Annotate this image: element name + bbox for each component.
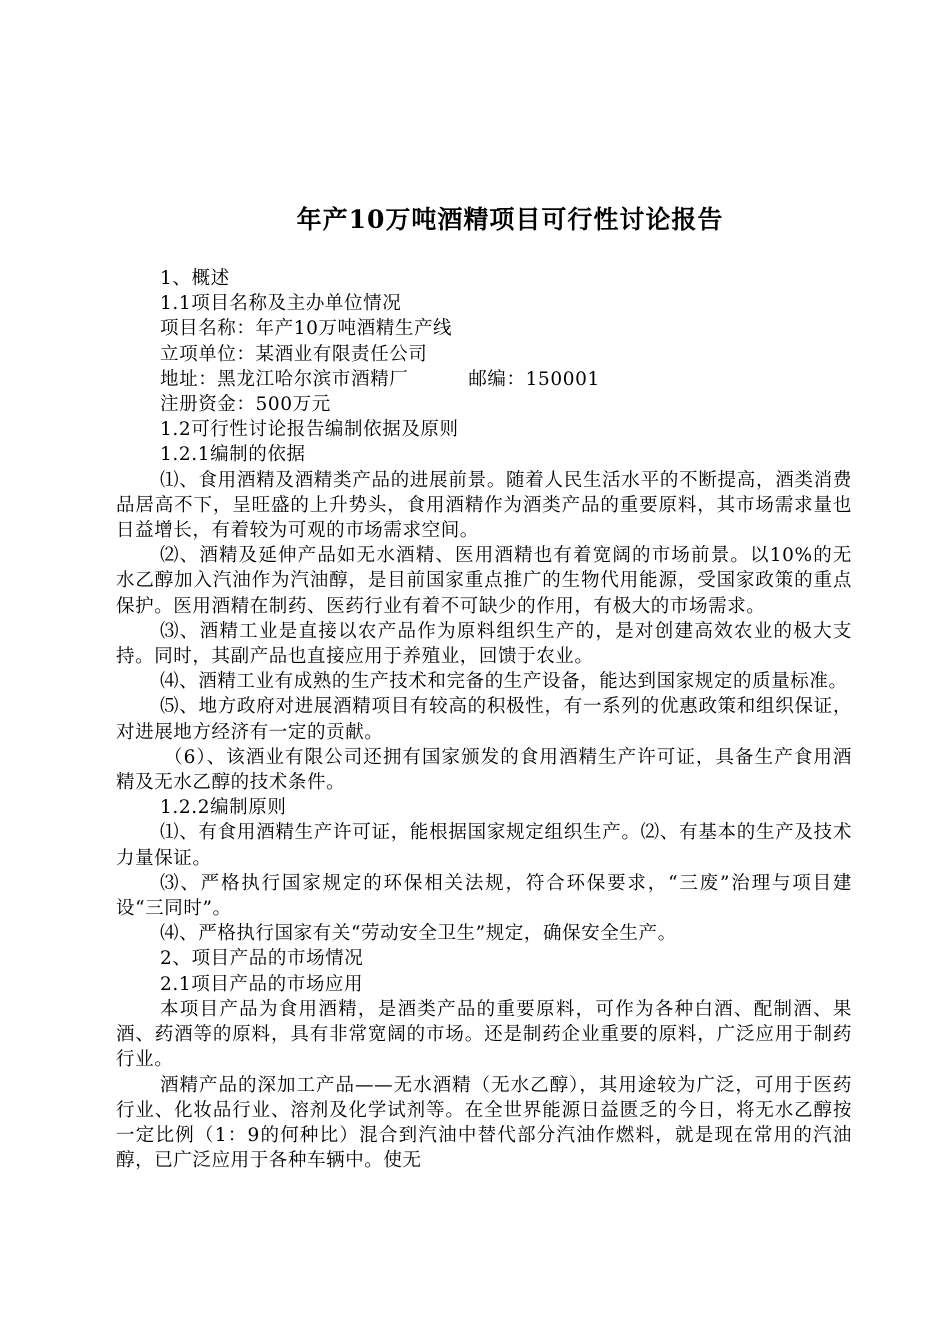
market-paragraph-2: 酒精产品的深加工产品——无水酒精（无水乙醇），其用途较为广泛，可用于医药行业、化妆品行业、溶剂及化学试剂等。在全世界能源日益匮乏的今日，将无水乙醇按一定比例（1：9的何种比）混合到汽油中替代部分汽油作燃料，就是现在常用的汽油醇，已广泛应用于各种车辆中。使无 <box>116 1074 852 1172</box>
project-name-line: 项目名称：年产10万吨酒精生产线 <box>160 318 453 340</box>
subsection-heading-project-info: 1.1项目名称及主办单位情况 <box>160 293 402 315</box>
subsection-heading-basis-principles: 1.2可行性讨论报告编制依据及原则 <box>160 419 459 441</box>
address-text: 地址：黑龙江哈尔滨市酒精厂 <box>160 368 409 390</box>
basis-paragraph-4: ⑷、酒精工业有成熟的生产技术和完备的生产设备，能达到国家规定的质量标准。 <box>160 671 848 693</box>
subsection-heading-principles: 1.2.2编制原则 <box>160 797 287 819</box>
section-heading-market: 2、项目产品的市场情况 <box>160 948 364 970</box>
principle-paragraph-1: ⑴、有食用酒精生产许可证，能根据国家规定组织生产。⑵、有基本的生产及技术力量保证。 <box>116 822 852 869</box>
project-unit-line: 立项单位：某酒业有限责任公司 <box>160 343 428 365</box>
basis-paragraph-2: ⑵、酒精及延伸产品如无水酒精、医用酒精也有着宽阔的市场前景。以10%的无水乙醇加入汽油作为汽油醇，是目前国家重点推广的生物代用能源，受国家政策的重点保护。医用酒精在制药、医药行业有着不可缺少的作用，有极大的市场需求。 <box>116 545 852 617</box>
registered-capital-line: 注册资金：500万元 <box>160 394 331 416</box>
document-body <box>116 266 852 1173</box>
basis-paragraph-5: ⑸、地方政府对进展酒精项目有较高的积极性，有一系列的优惠政策和组织保证，对进展地方经济有一定的贡献。 <box>116 696 852 743</box>
basis-paragraph-1: ⑴、食用酒精及酒精类产品的进展前景。随着人民生活水平的不断提高，酒类消费品居高不下，呈旺盛的上升势头，食用酒精作为酒类产品的重要原料，其市场需求量也日益增长，有着较为可观的市场需求空间。 <box>116 469 852 542</box>
principle-paragraph-3: ⑷、严格执行国家有关“劳动安全卫生”规定，确保安全生产。 <box>160 923 677 945</box>
subsection-heading-basis: 1.2.1编制的依据 <box>160 444 306 466</box>
postcode-text: 邮编：150001 <box>468 368 600 390</box>
basis-paragraph-6: （6）、该酒业有限公司还拥有国家颁发的食用酒精生产许可证，具备生产食用酒精及无水乙醇的技术条件。 <box>116 746 852 794</box>
basis-paragraph-3: ⑶、酒精工业是直接以农产品作为原料组织生产的，是对创建高效农业的极大支持。同时，其副产品也直接应用于养殖业，回馈于农业。 <box>116 620 852 668</box>
subsection-heading-market-application: 2.1项目产品的市场应用 <box>160 973 364 995</box>
section-heading-overview: 1、概述 <box>160 268 230 289</box>
address-line <box>116 367 852 392</box>
market-paragraph-1: 本项目产品为食用酒精，是酒类产品的重要原料，可作为各种白酒、配制酒、果酒、药酒等的原料，具有非常宽阔的市场。还是制药企业重要的原料，广泛应用于制药行业。 <box>116 998 852 1071</box>
principle-paragraph-2: ⑶、严格执行国家规定的环保相关法规，符合环保要求，“三废”治理与项目建设“三同时”。 <box>116 872 852 920</box>
document-title: 年产10万吨酒精项目可行性讨论报告 <box>296 205 724 234</box>
